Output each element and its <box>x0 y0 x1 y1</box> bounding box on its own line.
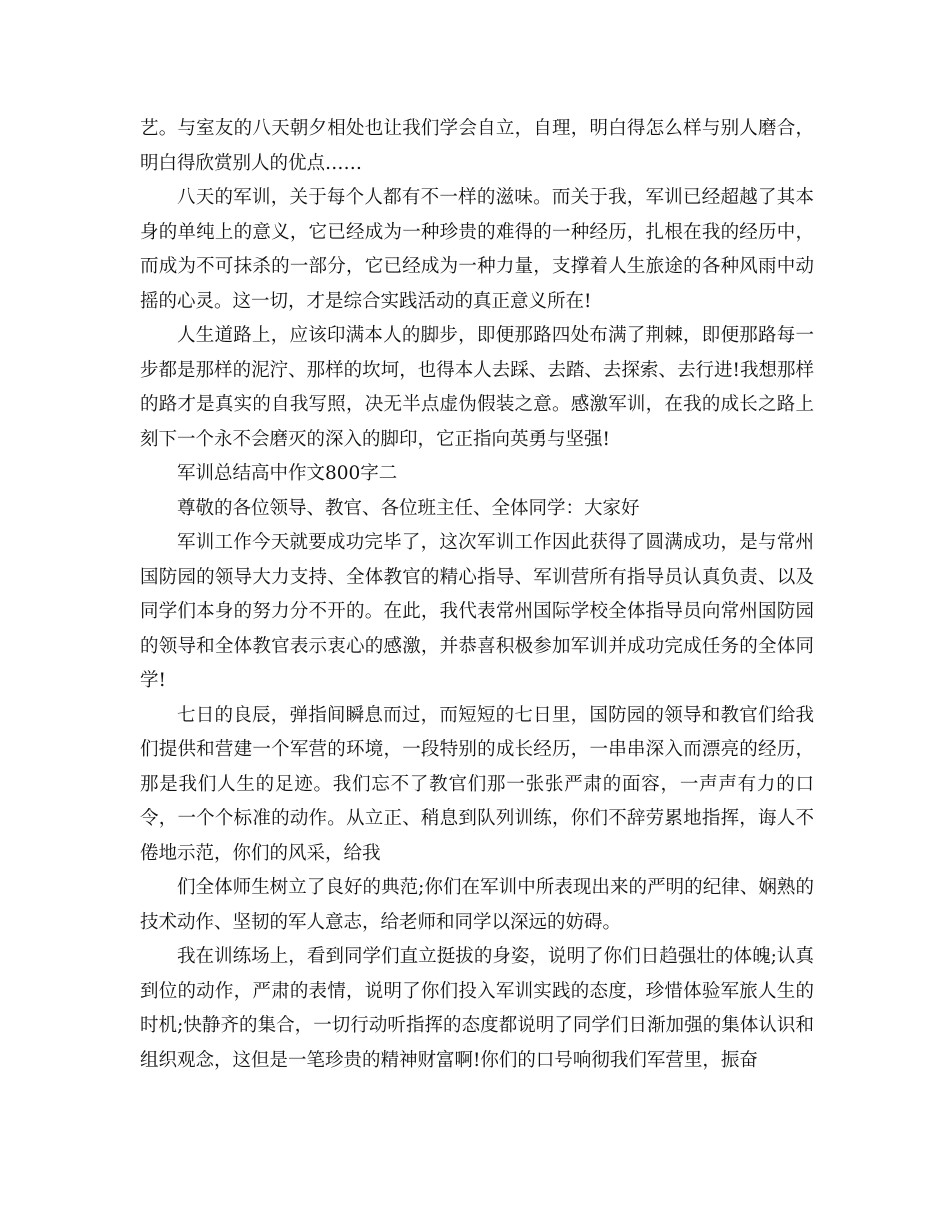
paragraph-6: 们全体师生树立了良好的典范;你们在军训中所表现出来的严明的纪律、娴熟的技术动作、坚韧的军人意志，给老师和同学以深远的妨碍。 <box>140 877 814 933</box>
paragraph-1: 艺。与室友的八天朝夕相处也让我们学会自立，自理，明白得怎么样与别人磨合，明白得欣赏别人的优点…… <box>140 118 814 174</box>
paragraph-3: 人生道路上，应该印满本人的脚步，即便那路四处布满了荆棘，即便那路每一步都是那样的泥泞、那样的坎坷，也得本人去踩、去踏、去探索、去行进!我想那样的路才是真实的自我写照，决无半点虚伪假装之意。感激军训，在我的成长之路上刻下一个永不会磨灭的深入的脚印，它正指向英勇与坚强! <box>140 325 814 450</box>
paragraph-2: 八天的军训，关于每个人都有不一样的滋味。而关于我，军训已经超越了其本身的单纯上的意义，它已经成为一种珍贵的难得的一种经历，扎根在我的经历中，而成为不可抹杀的一部分，它已经成为一种力量，支撑着人生旅途的各种风雨中动摇的心灵。这一切，才是综合实践活动的真正意义所在! <box>140 187 814 312</box>
salutation: 尊敬的各位领导、教官、各位班主任、全体同学：大家好 <box>177 497 640 519</box>
paragraph-7: 我在训练场上，看到同学们直立挺拔的身姿，说明了你们日趋强壮的体魄;认真到位的动作，严肃的表情，说明了你们投入军训实践的态度，珍惜体验军旅人生的时机;快静齐的集合，一切行动听指挥的态度都说明了同学们日渐加强的集体认识和组织观念，这但是一笔珍贵的精神财富啊!你们的口号响彻我们军营里，振奋 <box>140 946 814 1071</box>
section-heading: 军训总结高中作文800字二 <box>177 463 398 484</box>
paragraph-5: 七日的良辰，弹指间瞬息而过，而短短的七日里，国防园的领导和教官们给我们提供和营建一个军营的环境，一段特别的成长经历，一串串深入而漂亮的经历，那是我们人生的足迹。我们忘不了教官们那一张张严肃的面容，一声声有力的口令，一个个标准的动作。从立正、稍息到队列训练，你们不辞劳累地指挥，诲人不倦地示范，你们的风采，给我 <box>140 704 814 864</box>
paragraph-4: 军训工作今天就要成功完毕了，这次军训工作因此获得了圆满成功，是与常州国防园的领导大力支持、全体教官的精心指导、军训营所有指导员认真负责、以及同学们本身的努力分不开的。在此，我代表常州国际学校全体指导员向常州国防园的领导和全体教官表示衷心的感激，并恭喜积极参加军训并成功完成任务的全体同学! <box>140 532 814 691</box>
